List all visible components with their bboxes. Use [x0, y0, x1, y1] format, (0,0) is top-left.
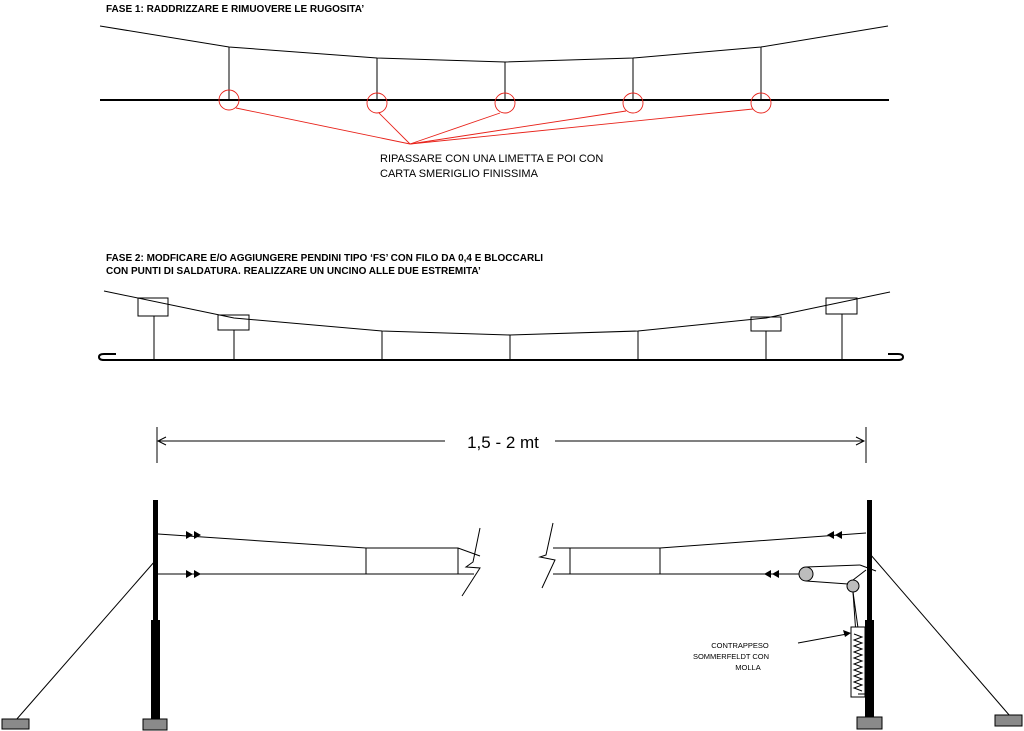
catenary-elevation [2, 500, 1022, 730]
left-insulators [186, 531, 201, 578]
counterweight-label-line2: SOMMERFELDT CON [692, 652, 770, 661]
phase1-messenger-wire [100, 26, 888, 62]
pulley [847, 580, 859, 592]
left-guy-wire [16, 561, 155, 720]
right-guy-wire [870, 554, 1010, 716]
phase2-messenger-wire [104, 291, 890, 335]
rough-spot-markers [219, 90, 771, 113]
phase2-title-line2: CON PUNTI DI SALDATURA. REALIZZARE UN UNCINO ALLE DUE ESTREMITA’ [106, 266, 481, 277]
phase1-section [100, 4, 889, 180]
phase2-title-line1: FASE 2: MODFICARE E/O AGGIUNGERE PENDINI TIPO ‘FS’ CON FILO DA 0,4 E BLOCCARLI [106, 253, 544, 264]
left-break-mark [462, 528, 480, 596]
pulley [799, 567, 813, 581]
span-dimension [157, 427, 866, 463]
phase1-title: FASE 1: RADDRIZZARE E RIMUOVERE LE RUGOSITA’ [106, 4, 365, 15]
phase1-note-line2: CARTA SMERIGLIO FINISSIMA [380, 168, 538, 180]
span-dimension-label: 1,5 - 2 mt [467, 433, 539, 452]
phase1-droppers [229, 47, 761, 100]
tensioning-device [798, 565, 876, 700]
phase2-section [99, 253, 903, 360]
counterweight-label-line1: CONTRAPPESO [711, 641, 769, 650]
counterweight-label-line3: MOLLA [735, 663, 761, 672]
right-break-mark [540, 523, 555, 588]
right-anchor-block [995, 715, 1022, 726]
left-messenger-wire [158, 534, 480, 556]
left-anchor-block [2, 719, 29, 729]
note-leader-lines [236, 108, 753, 144]
right-messenger-wire [553, 533, 866, 548]
phase1-note-line1: RIPASSARE CON UNA LIMETTA E POI CON [380, 153, 604, 165]
fs-droppers [138, 298, 857, 360]
counterweight-leader [798, 634, 847, 643]
